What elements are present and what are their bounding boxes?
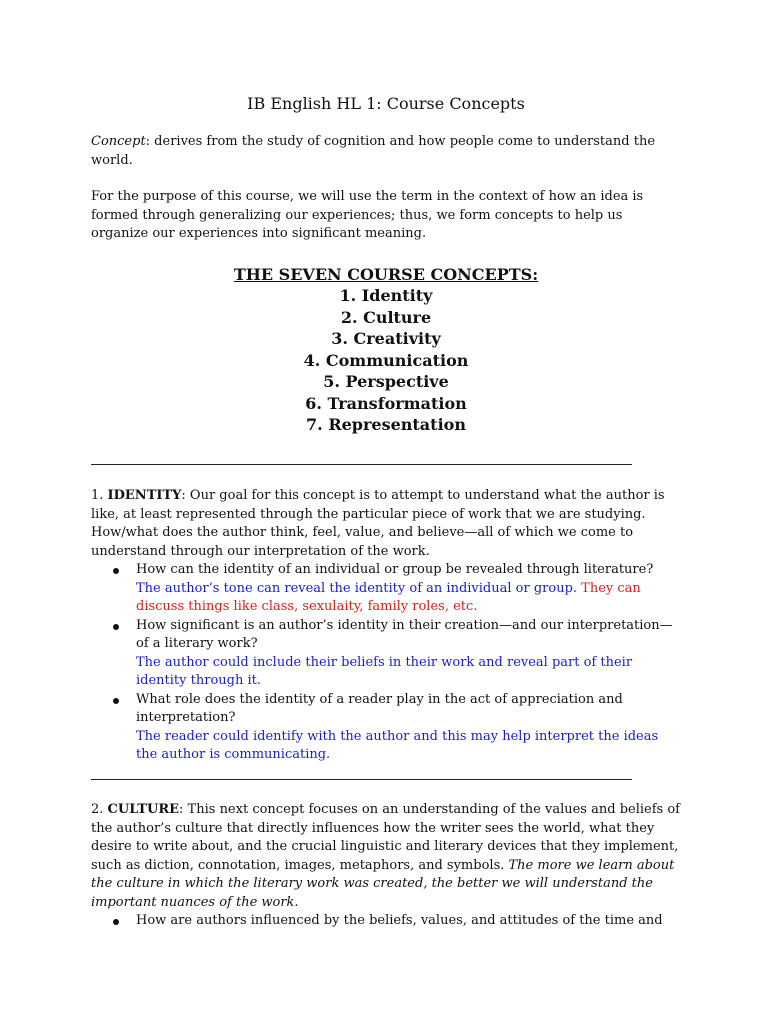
identity-number: 1. <box>91 488 108 503</box>
concepts-heading: THE SEVEN COURSE CONCEPTS: <box>233 265 539 284</box>
list-item <box>91 691 681 765</box>
definition-term: Concept <box>91 134 146 149</box>
concept-definition <box>91 133 681 170</box>
bullet-icon <box>113 624 119 630</box>
answer-red: They can discuss things like class, sexulaity, family roles, etc. <box>136 580 641 614</box>
culture-questions <box>91 912 681 931</box>
culture-text: : This next concept focuses on an understanding of the values and beliefs of the author’s culture that directly influences how the writer sees the world, what they desire to write about, and the crucial linguistic and literary devices that they implement, such as diction, connotation, images, metaphors, and symbols. <box>91 802 680 873</box>
question-text: How can the identity of an individual or group be revealed through literature? <box>136 562 654 577</box>
purpose-paragraph: For the purpose of this course, we will use the term in the context of how an idea is formed through generalizing our experiences; thus, we form concepts to help us organize our experiences into significant meaning. <box>91 189 644 241</box>
culture-number: 2. <box>91 802 108 817</box>
answer-blue: The author could include their beliefs in their work and reveal part of their identity through it. <box>136 654 633 688</box>
answer-text <box>136 728 681 765</box>
concept-item: 3. Creativity <box>331 329 441 348</box>
question-text: How significant is an author’s identity in their creation—and our interpretation—of a literary work? <box>136 617 673 651</box>
answer-blue: The reader could identify with the author and this may help interpret the ideas the author is communicating. <box>136 728 659 762</box>
concept-item: 7. Representation <box>306 415 466 434</box>
culture-heading: CULTURE <box>107 802 180 817</box>
definition-text: : derives from the study of cognition and how people come to understand the world. <box>91 134 656 168</box>
bullet-icon <box>113 919 119 925</box>
list-item <box>91 561 681 617</box>
culture-paragraph <box>91 801 681 912</box>
answer-text <box>136 580 681 617</box>
section-divider <box>91 779 632 780</box>
identity-paragraph <box>91 487 681 561</box>
question-text: What role does the identity of a reader play in the act of appreciation and interpretation? <box>136 691 623 725</box>
question-text: How are authors influenced by the beliefs, values, and attitudes of the time and <box>136 913 663 928</box>
identity-questions <box>91 561 681 765</box>
list-item <box>91 912 681 931</box>
concept-item: 1. Identity <box>339 286 433 305</box>
bullet-icon <box>113 698 119 704</box>
culture-italic-text: The more we learn about the culture in which the literary work was created, the better we will understand the important nuances of the work. <box>91 857 675 910</box>
document-title: IB English HL 1: Course Concepts <box>247 94 525 113</box>
identity-heading: IDENTITY <box>107 488 182 503</box>
concept-item: 4. Communication <box>303 350 469 370</box>
identity-text: : Our goal for this concept is to attempt to understand what the author is like, at least represented through the particular piece of work that we are studying. How/what does the author think, feel, value, and believe—all of which we come to understand through our interpretation of the work. <box>91 488 665 559</box>
concepts-list <box>91 285 681 436</box>
concept-item: 5. Perspective <box>323 372 449 391</box>
section-divider <box>91 464 632 465</box>
concept-item: 2. Culture <box>340 307 432 327</box>
answer-blue: The author’s tone can reveal the identity of an individual or group. <box>136 580 578 596</box>
bullet-icon <box>113 568 119 574</box>
concept-item: 6. Transformation <box>305 393 467 413</box>
answer-text <box>136 654 681 691</box>
list-item <box>91 617 681 691</box>
